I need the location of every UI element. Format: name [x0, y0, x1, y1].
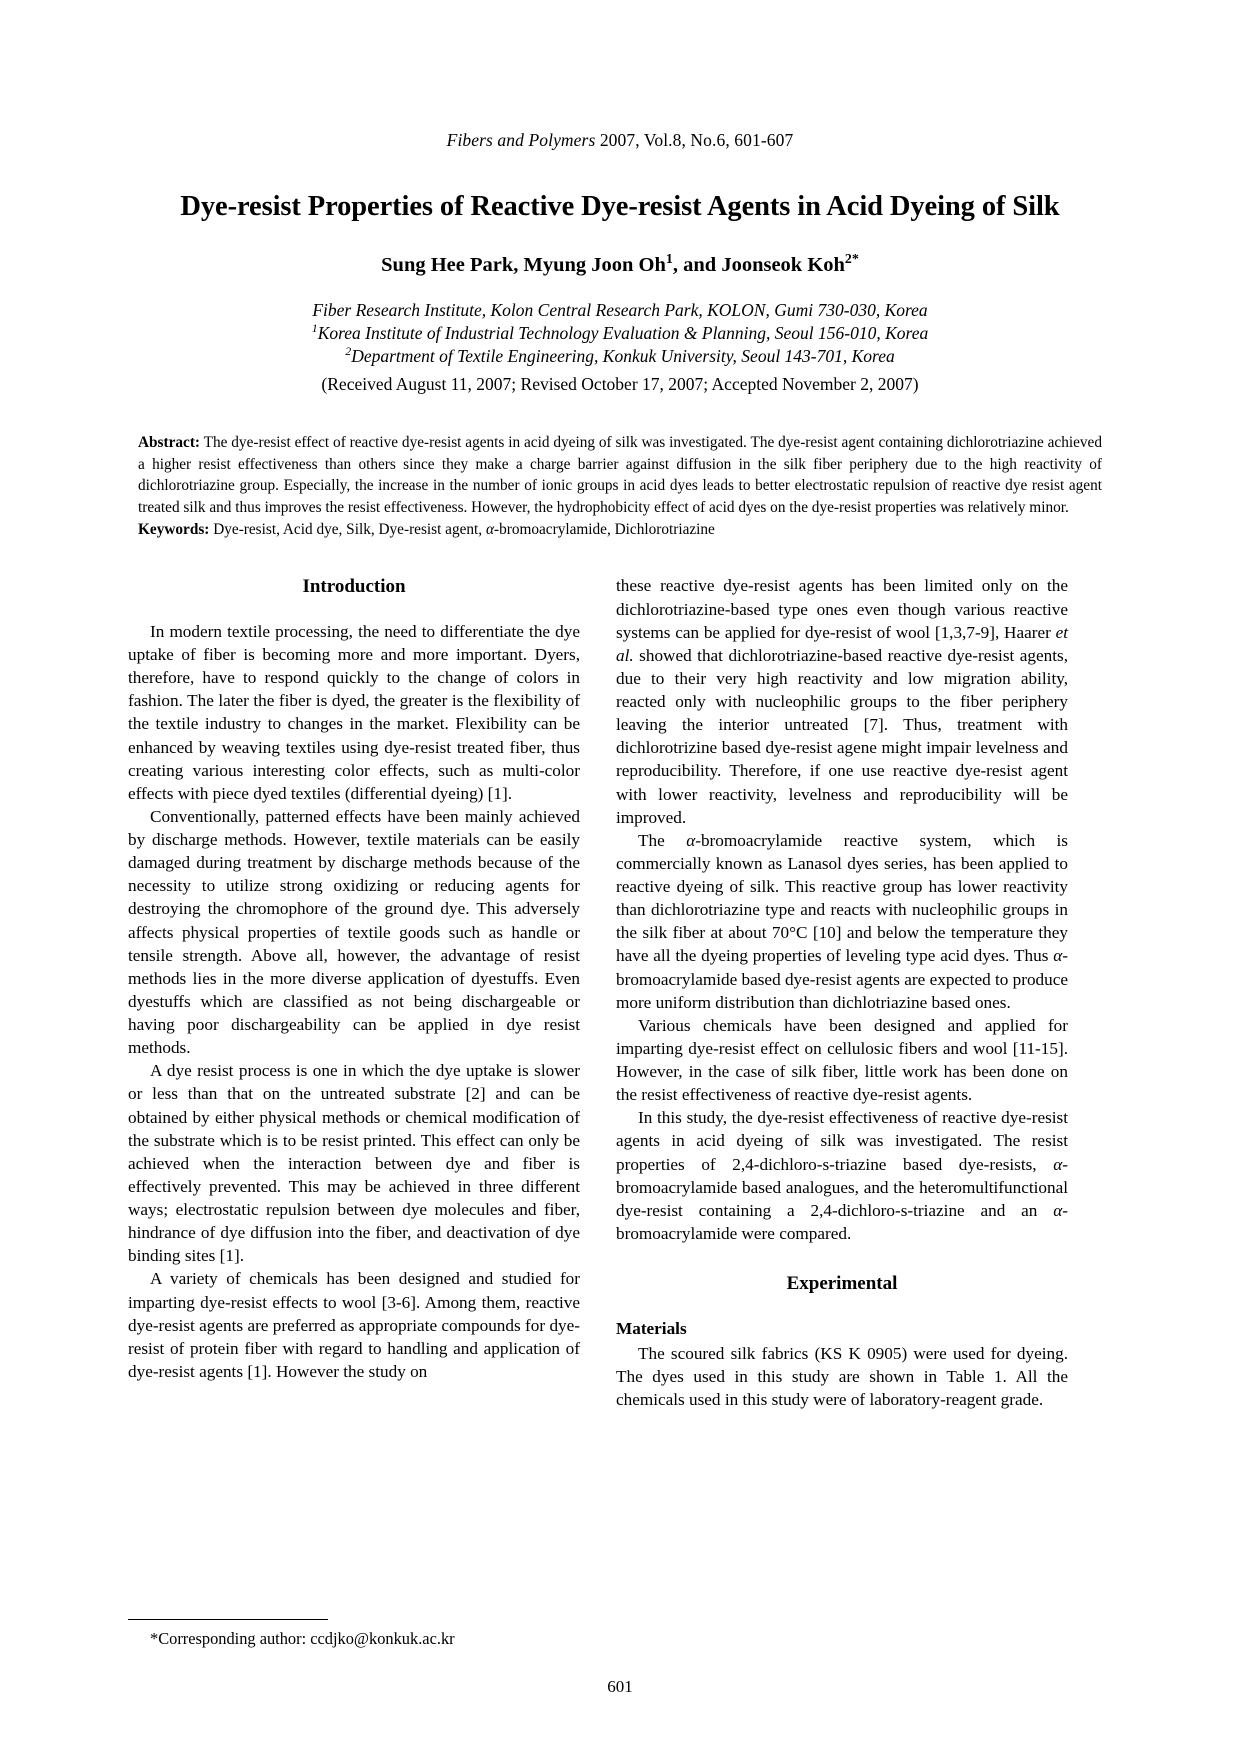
rp2-c: [10] and below the temperature they have all the dyeing properties of leveling type acid dyes. Thus [616, 923, 1068, 966]
affiliation-mark-1: 1 [311, 321, 318, 336]
alpha-symbol: α [485, 520, 494, 538]
affiliation-0 [128, 299, 1112, 322]
affiliation-list [128, 299, 1112, 396]
affiliation-text: Korea Institute of Industrial Technology Evaluation & Planning, Seoul 156-010, Korea [317, 323, 929, 344]
abstract-paragraph [138, 432, 1102, 519]
subsection-heading-materials: Materials [616, 1318, 687, 1338]
intro-paragraph-4: A variety of chemicals has been designed and studied for imparting dye-resist effects to wool [3-6]. Among them, reactive dye-resist agents are preferred as appropriate compounds for dye-resist of protein fiber with regard to handling and application of dye-resist agents [1]. However the study on [128, 1269, 580, 1381]
rp4-a: In this study, the dye-resist effectiveness of reactive dye-resist agents in acid dyeing of silk was investigated. The resist properties of 2,4-dichloro-s-triazine based dye-resists, [616, 1108, 1068, 1174]
abstract-text: The dye-resist effect of reactive dye-resist agents in acid dyeing of silk was investigated. The dye-resist agent containing dichlorotriazine achieved a higher resist effectiveness than others since they make a charge barrier against diffusion in the silk fiber periphery due to the high reactivity of dichlorotriazine group. Especially, the increase in the number of ionic groups in acid dyes leads to better electrostatic repulsion of reactive dye resist agent treated silk and thus improves the resist effectiveness. However, the hydrophobicity effect of acid dyes on the dye-resist properties was relatively minor. [138, 433, 1102, 516]
rp2-d: -bromoacrylamide based dye-resist agents are expected to produce more uniform distribution than dichlotriazine based ones. [616, 946, 1068, 1012]
keywords-before: Dye-resist, Acid dye, Silk, Dye-resist agent, [209, 520, 486, 538]
author-affiliation-mark-2: 2* [844, 251, 859, 267]
affiliation-text: Department of Textile Engineering, Konkuk University, Seoul 143-701, Korea [351, 346, 895, 367]
et-al-italic: et al. [616, 622, 1068, 665]
section-heading-introduction: Introduction [302, 576, 406, 598]
author-names-second: , and Joonseok Koh [672, 253, 845, 276]
affiliation-2 [128, 345, 1112, 368]
right-paragraph-4 [616, 1106, 1068, 1245]
rp2-a: The [638, 830, 687, 850]
right-paragraph-1 [616, 574, 1068, 828]
received-dates: (Received August 11, 2007; Revised October 17, 2007; Accepted November 2, 2007) [321, 373, 919, 394]
rp2-b: -bromoacrylamide reactive system, which is commercially known as Lanasol dyes series, has been applied to reactive dyeing of silk. This reactive group has lower reactivity than dichlorotriazine type and reacts with nucleophilic groups in the silk fiber at about 70 [616, 830, 1068, 943]
alpha-symbol: α [1053, 1200, 1063, 1220]
alpha-symbol: α [1053, 1154, 1063, 1174]
journal-name: Fibers and Polymers [446, 130, 596, 150]
page-number: 601 [607, 1677, 633, 1696]
corresponding-author-note: *Corresponding author: ccdjko@konkuk.ac.kr [150, 1629, 455, 1649]
alpha-symbol: α [686, 830, 696, 850]
author-names-first: Sung Hee Park, Myung Joon Oh [381, 253, 666, 276]
affiliation-1 [128, 322, 1112, 345]
intro-paragraph-3: A dye resist process is one in which the dye uptake is slower or less than that on the untreated substrate [2] and can be obtained by either physical methods or chemical modification of the substrate which is to be resist printed. This effect can only be achieved when the interaction between dye and fiber is effectively prevented. This may be achieved in three different ways; electrostatic repulsion between dye molecules and fiber, hindrance of dye diffusion into the fiber, and deactivation of dye binding sites [1]. [128, 1061, 580, 1266]
body-columns [128, 574, 1112, 1649]
abstract-section [138, 432, 1102, 541]
journal-header [128, 130, 1112, 151]
materials-paragraph: The scoured silk fabrics (KS K 0905) were used for dyeing. The dyes used in this study are shown in Table 1. All the chemicals used in this study were of laboratory-reagent grade. [616, 1343, 1068, 1409]
page-title: Dye-resist Properties of Reactive Dye-resist Agents in Acid Dyeing of Silk [180, 191, 1060, 222]
intro-paragraph-2: Conventionally, patterned effects have been mainly achieved by discharge methods. However, textile materials can be easily damaged during treatment by discharge methods because of the necessity to utilize strong oxidizing or reducing agents for destroying the chromophore of the ground dye. This adversely affects physical properties of textile goods such as handle or tensile strength. Above all, however, the advantage of resist methods lies in the more diverse application of dyestuffs. Even dyestuffs which are classified as not being dischargeable or having poor dischargeability can be applied in dye resist methods. [128, 806, 580, 1058]
keywords-after: -bromoacrylamide, Dichlorotriazine [493, 520, 715, 538]
footnote-divider [128, 1619, 328, 1620]
affiliation-mark-2: 2 [345, 344, 352, 359]
left-column [128, 574, 580, 1649]
section-heading-experimental: Experimental [786, 1273, 898, 1295]
alpha-symbol: α [1053, 946, 1063, 966]
rp4-c: -bromoacrylamide were compared. [616, 1200, 1068, 1243]
right-paragraph-2 [616, 829, 1068, 1014]
abstract-label: Abstract: [138, 433, 201, 451]
author-affiliation-mark-1: 1 [665, 251, 673, 267]
affiliation-text: Fiber Research Institute, Kolon Central Research Park, KOLON, Gumi 730-030, Korea [312, 299, 928, 320]
right-column [616, 574, 1068, 1649]
intro-paragraph-1: In modern textile processing, the need to differentiate the dye uptake of fiber is becoming more and more important. Dyers, therefore, have to respond quickly to the change of colors in fashion. The later the fiber is dyed, the greater is the flexibility of the textile industry to changes in the market. Flexibility can be enhanced by weaving textiles using dye-resist treated fiber, thus creating various interesting color effects, such as multi-color effects with piece dyed textiles (differential dyeing) [1]. [128, 621, 580, 803]
right-paragraph-3: Various chemicals have been designed and applied for imparting dye-resist effect on cellulosic fibers and wool [11-15]. However, in the case of silk fiber, little work has been done on the resist effectiveness of reactive dye-resist agents. [616, 1015, 1068, 1105]
keywords-line [138, 519, 1102, 541]
journal-citation: 2007, Vol.8, No.6, 601-607 [595, 130, 794, 150]
right-paragraph-1-text: these reactive dye-resist agents has been limited only on the dichlorotriazine-based type ones even though various reactive systems can be applied for dye-resist of wool [1,3,7-9], Haarer et al. showed that dichlorotriazine-based reactive dye-resist agents, due to their very high reactivity and low migration ability, reacted only with nucleophilic groups to the fiber periphery leaving the interior untreated [7]. Thus, treatment with dichlorotrizine based dye-resist agene might impair levelness and reproducibility. Therefore, if one use reactive dye-resist agent with lower reactivity, levelness and reproducibility will be improved. [616, 576, 1068, 827]
footnote-block [128, 1619, 580, 1649]
temperature-unit: °C [789, 923, 808, 943]
keywords-label: Keywords: [138, 520, 210, 538]
rp4-b: -bromoacrylamide based analogues, and the heteromultifunctional dye-resist containing a 2,4-dichloro-s-triazine and an [616, 1154, 1068, 1220]
author-list [128, 251, 1112, 277]
